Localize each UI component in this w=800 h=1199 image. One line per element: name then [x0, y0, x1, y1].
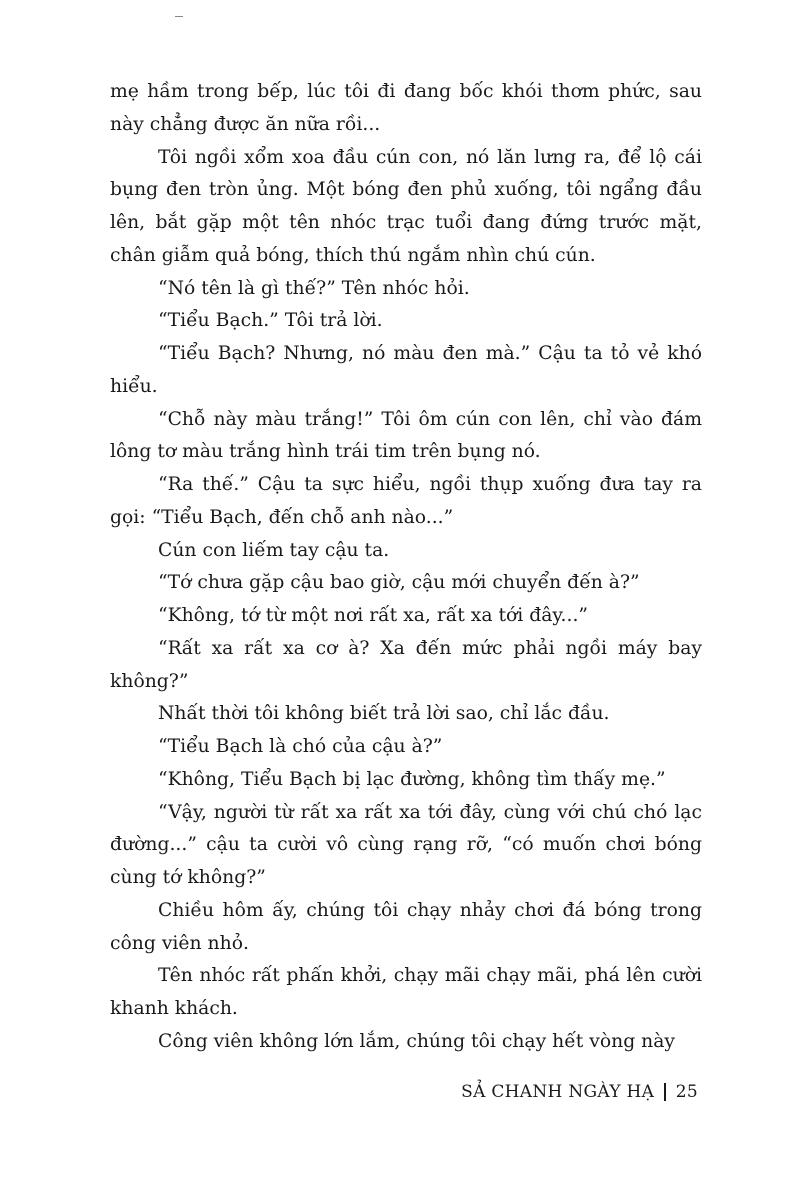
paragraph: “Tớ chưa gặp cậu bao giờ, cậu mới chuyển đến à?”	[158, 572, 640, 594]
paragraph: Tên nhóc rất phấn khởi, chạy mãi chạy mãi, phá lên cười khanh khách.	[110, 965, 702, 1019]
paragraph: “Vậy, người từ rất xa rất xa tới đây, cùng với chú chó lạc đường...” cậu ta cười vô cùng rạng rỡ, “có muốn chơi bóng cùng tớ không?”	[110, 801, 702, 888]
paragraph: mẹ hầm trong bếp, lúc tôi đi đang bốc khói thơm phức, sau này chẳng được ăn nữa rồi...	[110, 81, 702, 135]
paragraph: “Nó tên là gì thế?” Tên nhóc hỏi.	[158, 277, 470, 299]
paragraph: “Tiểu Bạch? Nhưng, nó màu đen mà.” Cậu ta tỏ vẻ khó hiểu.	[110, 343, 702, 397]
paragraph: “Tiểu Bạch.” Tôi trả lời.	[158, 310, 383, 332]
paragraph: “Chỗ này màu trắng!” Tôi ôm cún con lên, chỉ vào đám lông tơ màu trắng hình trái tim trên bụng nó.	[110, 408, 702, 463]
paragraph: “Ra thế.” Cậu ta sực hiểu, ngồi thụp xuống đưa tay ra gọi: “Tiểu Bạch, đến chỗ anh nào...”	[110, 474, 702, 528]
page-number: 25	[675, 1082, 698, 1102]
paragraph: “Tiểu Bạch là chó của cậu à?”	[158, 736, 443, 757]
paragraph: “Rất xa rất xa cơ à? Xa đến mức phải ngồi máy bay không?”	[110, 637, 702, 692]
paragraph: Nhất thời tôi không biết trả lời sao, chỉ lắc đầu.	[158, 703, 610, 725]
paragraph: Công viên không lớn lắm, chúng tôi chạy hết vòng này	[158, 1030, 676, 1052]
paragraph: Tôi ngồi xổm xoa đầu cún con, nó lăn lưng ra, để lộ cái bụng đen tròn ủng. Một bóng đen phủ xuống, tôi ngẩng đầu lên, bắt gặp một tên nhóc trạc tuổi đang đứng trước mặt, chân giẫm quả bóng, thích thú ngắm nhìn chú cún.	[110, 146, 702, 266]
paragraph: “Không, tớ từ một nơi rất xa, rất xa tới đây...”	[158, 605, 589, 626]
book-title: SẢ CHANH NGÀY HẠ	[461, 1082, 655, 1102]
paragraph: Cún con liếm tay cậu ta.	[158, 539, 390, 561]
footer-separator	[664, 1083, 666, 1101]
running-footer	[461, 1082, 698, 1102]
paragraph: Chiều hôm ấy, chúng tôi chạy nhảy chơi đá bóng trong công viên nhỏ.	[110, 899, 702, 954]
scan-mark	[175, 16, 183, 17]
body-text	[110, 76, 702, 1059]
paragraph: “Không, Tiểu Bạch bị lạc đường, không tìm thấy mẹ.”	[158, 768, 666, 790]
